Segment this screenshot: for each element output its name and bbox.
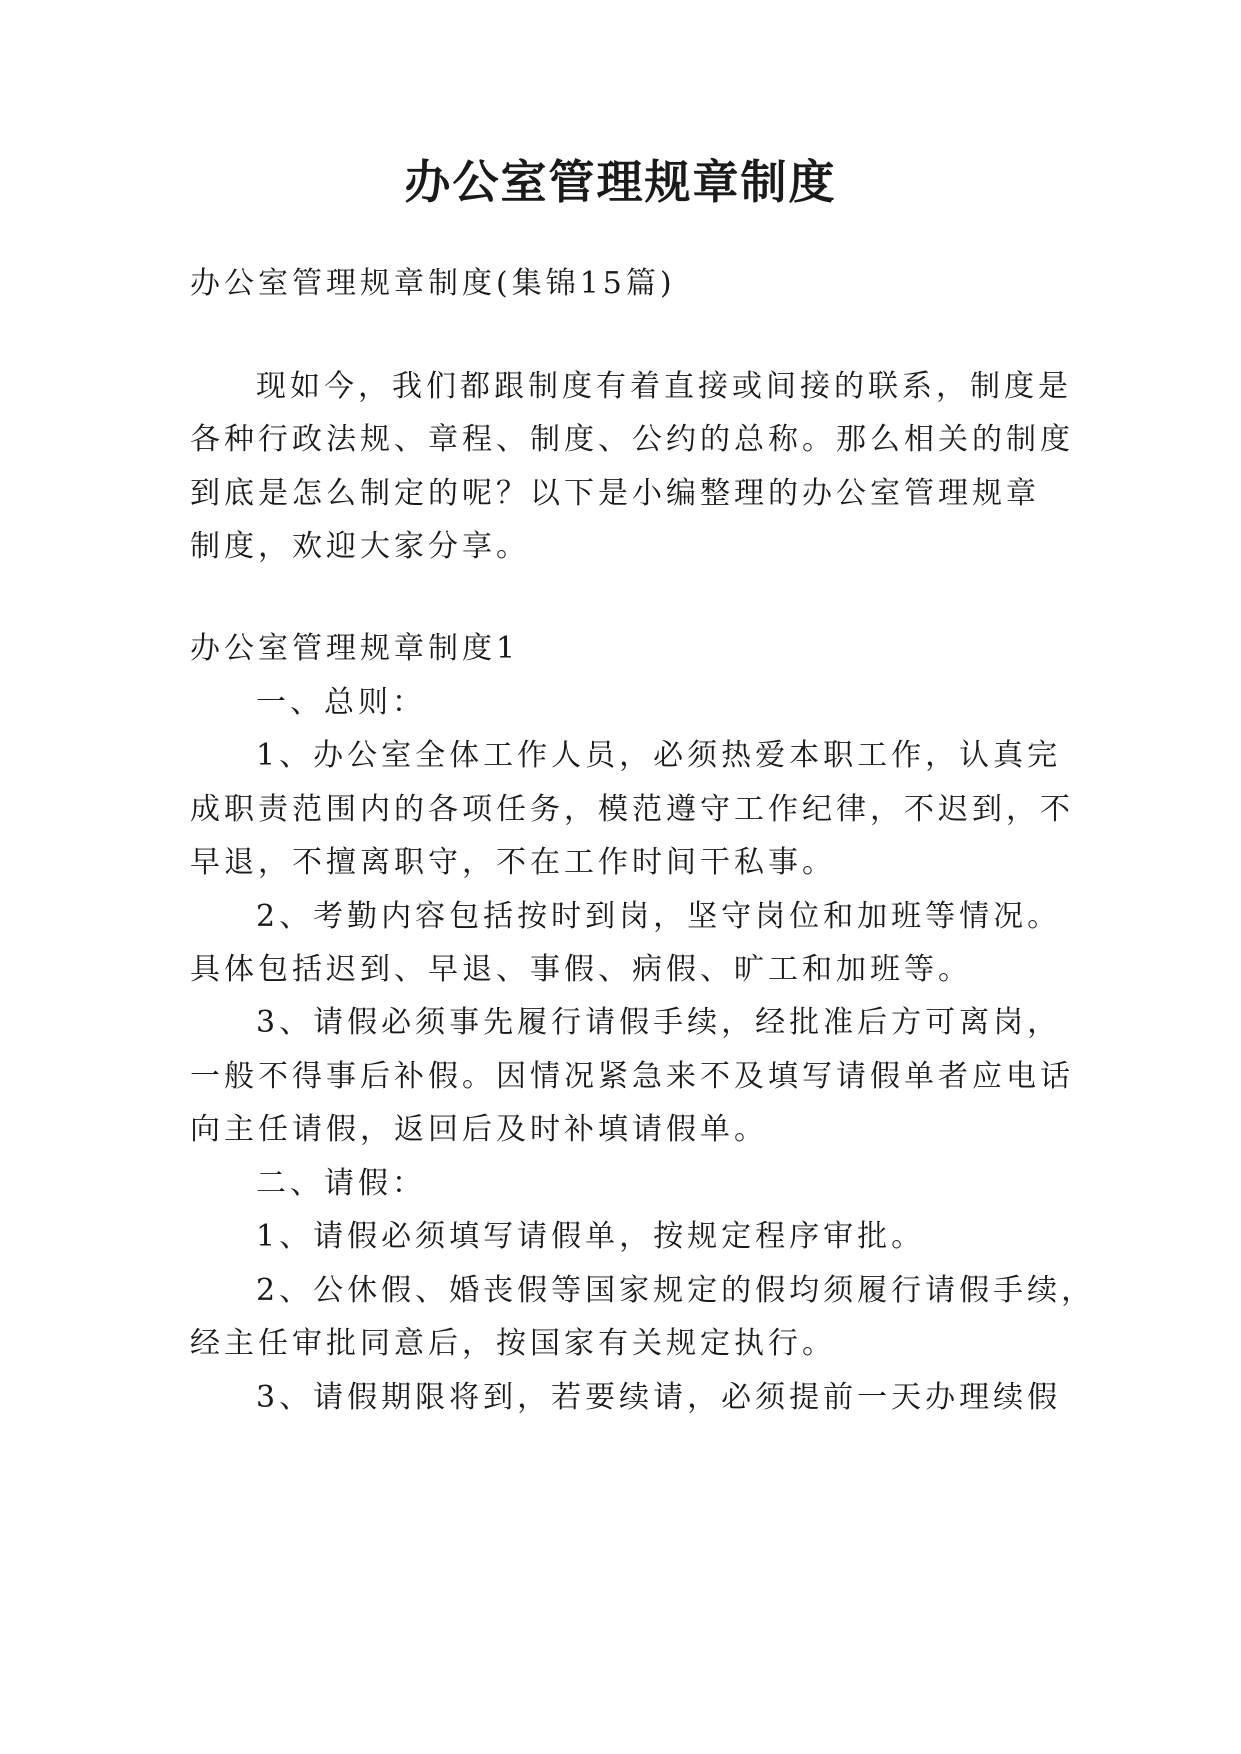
intro-line: 到底是怎么制定的呢？以下是小编整理的办公室管理规章 <box>190 476 1040 511</box>
intro-line: 制度，欢迎大家分享。 <box>190 529 530 564</box>
paragraph-line: 早退，不擅离职守，不在工作时间干私事。 <box>190 845 836 880</box>
paragraph-line: 经主任审批同意后，按国家有关规定执行。 <box>190 1326 836 1361</box>
paragraph-line: 具体包括迟到、早退、事假、病假、旷工和加班等。 <box>190 952 972 987</box>
paragraph-line: 3、请假期限将到，若要续请，必须提前一天办理续假 <box>256 1380 1062 1415</box>
intro-line: 各种行政法规、章程、制度、公约的总称。那么相关的制度 <box>190 422 1074 457</box>
document-title: 办公室管理规章制度 <box>404 155 837 209</box>
paragraph-line: 1、请假必须填写请假单，按规定程序审批。 <box>256 1219 926 1254</box>
paragraph-line: 2、公休假、婚丧假等国家规定的假均须履行请假手续， <box>256 1273 1096 1308</box>
intro-line: 现如今，我们都跟制度有着直接或间接的联系，制度是 <box>256 369 1072 404</box>
paragraph-line: 2、考勤内容包括按时到岗，坚守岗位和加班等情况。 <box>256 899 1062 934</box>
paragraph-line: 向主任请假，返回后及时补填请假单。 <box>190 1112 768 1147</box>
document-subtitle: 办公室管理规章制度(集锦15篇) <box>190 266 676 301</box>
paragraph-line: 1、办公室全体工作人员，必须热爱本职工作，认真完 <box>256 738 1062 773</box>
section-heading: 办公室管理规章制度1 <box>190 631 520 666</box>
part-heading-leave: 二、请假： <box>256 1166 426 1201</box>
paragraph-line: 一般不得事后补假。因情况紧急来不及填写请假单者应电话 <box>190 1059 1074 1094</box>
paragraph-line: 3、请假必须事先履行请假手续，经批准后方可离岗， <box>256 1005 1062 1040</box>
paragraph-line: 成职责范围内的各项任务，模范遵守工作纪律，不迟到，不 <box>190 792 1074 827</box>
part-heading-general: 一、总则： <box>256 685 426 720</box>
